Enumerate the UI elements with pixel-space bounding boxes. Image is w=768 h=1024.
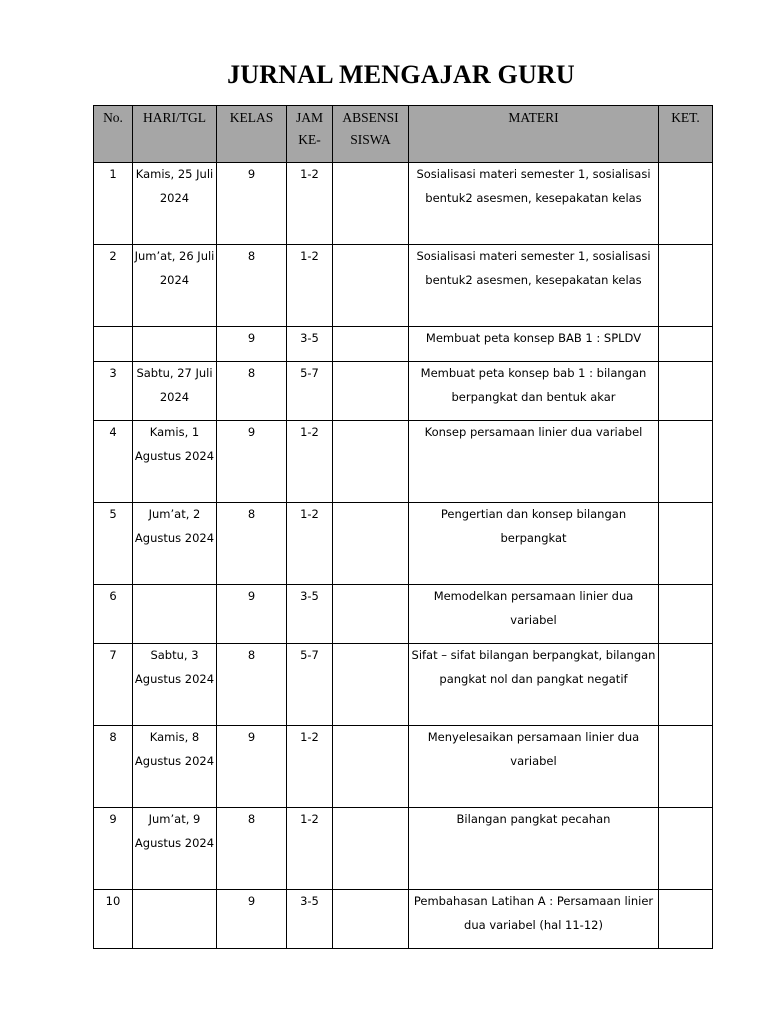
cell-hari-tgl: Sabtu, 3 Agustus 2024 (133, 644, 217, 726)
table-row (94, 327, 713, 362)
table-row (94, 245, 713, 327)
cell-absensi (333, 163, 409, 245)
cell-absensi (333, 327, 409, 362)
cell-absensi (333, 808, 409, 890)
header-jam-ke: JAM KE- (287, 106, 333, 163)
table-row (94, 808, 713, 890)
cell-absensi (333, 503, 409, 585)
table-header-row (94, 106, 713, 163)
cell-ket (659, 421, 713, 503)
cell-materi: Bilangan pangkat pecahan (409, 808, 659, 890)
cell-no: 6 (94, 585, 133, 644)
cell-kelas: 8 (217, 245, 287, 327)
cell-materi: Pengertian dan konsep bilangan berpangkat (409, 503, 659, 585)
cell-absensi (333, 585, 409, 644)
cell-jam: 1-2 (287, 421, 333, 503)
cell-kelas: 9 (217, 585, 287, 644)
cell-ket (659, 362, 713, 421)
header-hari-tgl: HARI/TGL (133, 106, 217, 163)
cell-no: 9 (94, 808, 133, 890)
cell-ket (659, 585, 713, 644)
teaching-journal-table (93, 105, 713, 949)
cell-ket (659, 726, 713, 808)
cell-jam: 3-5 (287, 327, 333, 362)
cell-materi: Memodelkan persamaan linier dua variabel (409, 585, 659, 644)
cell-no: 8 (94, 726, 133, 808)
cell-materi: Pembahasan Latihan A : Persamaan linier dua variabel (hal 11-12) (409, 890, 659, 949)
cell-jam: 1-2 (287, 726, 333, 808)
cell-kelas: 8 (217, 644, 287, 726)
cell-absensi (333, 362, 409, 421)
cell-no: 7 (94, 644, 133, 726)
cell-no: 10 (94, 890, 133, 949)
cell-hari-tgl: Sabtu, 27 Juli 2024 (133, 362, 217, 421)
table-row (94, 503, 713, 585)
cell-materi: Sosialisasi materi semester 1, sosialisasi bentuk2 asesmen, kesepakatan kelas (409, 163, 659, 245)
cell-jam: 1-2 (287, 808, 333, 890)
cell-jam: 1-2 (287, 245, 333, 327)
cell-hari-tgl: Kamis, 8 Agustus 2024 (133, 726, 217, 808)
cell-ket (659, 644, 713, 726)
cell-materi: Membuat peta konsep bab 1 : bilangan berpangkat dan bentuk akar (409, 362, 659, 421)
cell-hari-tgl: Jum’at, 2 Agustus 2024 (133, 503, 217, 585)
cell-ket (659, 163, 713, 245)
cell-materi: Sosialisasi materi semester 1, sosialisasi bentuk2 asesmen, kesepakatan kelas (409, 245, 659, 327)
cell-materi: Sifat – sifat bilangan berpangkat, bilangan pangkat nol dan pangkat negatif (409, 644, 659, 726)
cell-no: 3 (94, 362, 133, 421)
cell-ket (659, 245, 713, 327)
document-title: JURNAL MENGAJAR GURU (227, 60, 575, 89)
cell-no (94, 327, 133, 362)
table-row (94, 421, 713, 503)
cell-kelas: 9 (217, 163, 287, 245)
cell-no: 4 (94, 421, 133, 503)
cell-absensi (333, 421, 409, 503)
cell-jam: 5-7 (287, 362, 333, 421)
cell-no: 5 (94, 503, 133, 585)
cell-kelas: 9 (217, 726, 287, 808)
cell-absensi (333, 245, 409, 327)
cell-jam: 1-2 (287, 163, 333, 245)
cell-hari-tgl: Kamis, 25 Juli 2024 (133, 163, 217, 245)
cell-jam: 3-5 (287, 890, 333, 949)
cell-kelas: 8 (217, 503, 287, 585)
table-row (94, 362, 713, 421)
cell-no: 2 (94, 245, 133, 327)
table-row (94, 726, 713, 808)
cell-jam: 3-5 (287, 585, 333, 644)
table-row (94, 585, 713, 644)
cell-ket (659, 503, 713, 585)
cell-absensi (333, 644, 409, 726)
cell-materi: Konsep persamaan linier dua variabel (409, 421, 659, 503)
cell-absensi (333, 726, 409, 808)
cell-jam: 5-7 (287, 644, 333, 726)
cell-ket (659, 808, 713, 890)
cell-kelas: 8 (217, 808, 287, 890)
cell-hari-tgl: Jum’at, 9 Agustus 2024 (133, 808, 217, 890)
cell-ket (659, 890, 713, 949)
cell-kelas: 9 (217, 421, 287, 503)
header-ket: KET. (659, 106, 713, 163)
cell-hari-tgl (133, 890, 217, 949)
cell-materi: Menyelesaikan persamaan linier dua variabel (409, 726, 659, 808)
table-row (94, 644, 713, 726)
header-kelas: KELAS (217, 106, 287, 163)
cell-kelas: 8 (217, 362, 287, 421)
cell-kelas: 9 (217, 890, 287, 949)
header-absensi-siswa: ABSENSI SISWA (333, 106, 409, 163)
cell-hari-tgl (133, 327, 217, 362)
table-row (94, 890, 713, 949)
header-materi: MATERI (409, 106, 659, 163)
cell-ket (659, 327, 713, 362)
cell-hari-tgl: Jum’at, 26 Juli 2024 (133, 245, 217, 327)
cell-hari-tgl (133, 585, 217, 644)
cell-no: 1 (94, 163, 133, 245)
cell-hari-tgl: Kamis, 1 Agustus 2024 (133, 421, 217, 503)
cell-materi: Membuat peta konsep BAB 1 : SPLDV (409, 327, 659, 362)
cell-kelas: 9 (217, 327, 287, 362)
table-row (94, 163, 713, 245)
cell-absensi (333, 890, 409, 949)
cell-jam: 1-2 (287, 503, 333, 585)
header-no: No. (94, 106, 133, 163)
